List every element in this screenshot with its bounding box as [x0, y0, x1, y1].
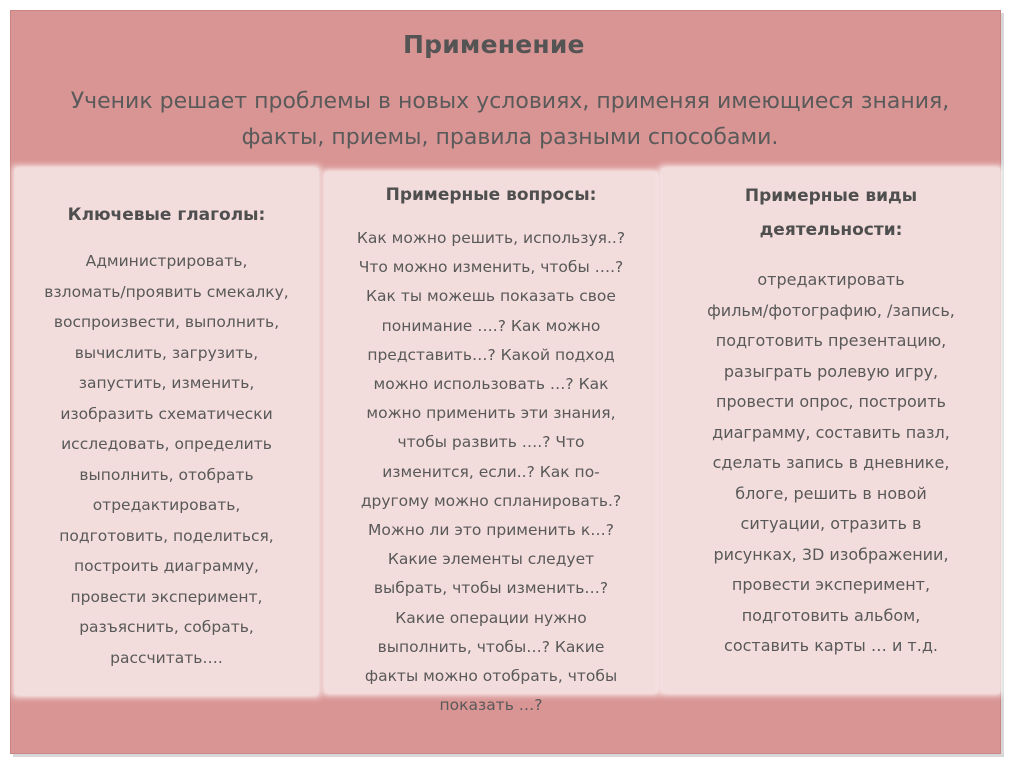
sample-activities-heading: Примерные виды деятельности:: [744, 186, 918, 240]
sample-activities-text: отредактировать фильм/фотографию, /запись, подготовить презентацию, разыграть ролевую игру, провести опрос, построить диаграмму, составить пазл, сделать запись в дневнике, блоге, решить в новой ситуации, отразить в рисунках, 3D изображении, провести эксперимент, подготовить альбом, составить карты … и т.д.: [707, 270, 955, 655]
page-title: Применение: [403, 30, 585, 59]
sample-activities-panel: [662, 168, 1000, 693]
sample-questions-heading: Примерные вопросы:: [385, 185, 597, 205]
key-verbs-panel: [15, 168, 318, 695]
page-subtitle: Ученик решает проблемы в новых условиях, применяя имеющиеся знания, факты, приемы, правила разными способами.: [70, 89, 950, 150]
key-verbs-text: Администрировать, взломать/проявить смекалку, воспроизвести, выполнить, вычислить, загрузить, запустить, изменить, изобразить схематически исследовать, определить выполнить, отобрать отредактировать, подготовить, поделиться, построить диаграмму, провести эксперимент, разъяснить, собрать, рассчитать….: [44, 252, 289, 667]
sample-questions-text: Как можно решить, используя..? Что можно изменить, чтобы ….? Как ты можешь показать свое понимание ….? Как можно представить…? Какой подход можно использовать …? Как можно применить эти знания, чтобы развить ….? Что изменится, если..? Как по- другому можно спланировать.? Можно ли это применить к…? Какие элементы следует выбрать, чтобы изменить…? Какие операции нужно выполнить, чтобы…? Какие факты можно отобрать, чтобы показать …?: [356, 229, 626, 715]
key-verbs-heading: Ключевые глаголы:: [67, 205, 266, 225]
sample-questions-panel: [325, 172, 657, 715]
